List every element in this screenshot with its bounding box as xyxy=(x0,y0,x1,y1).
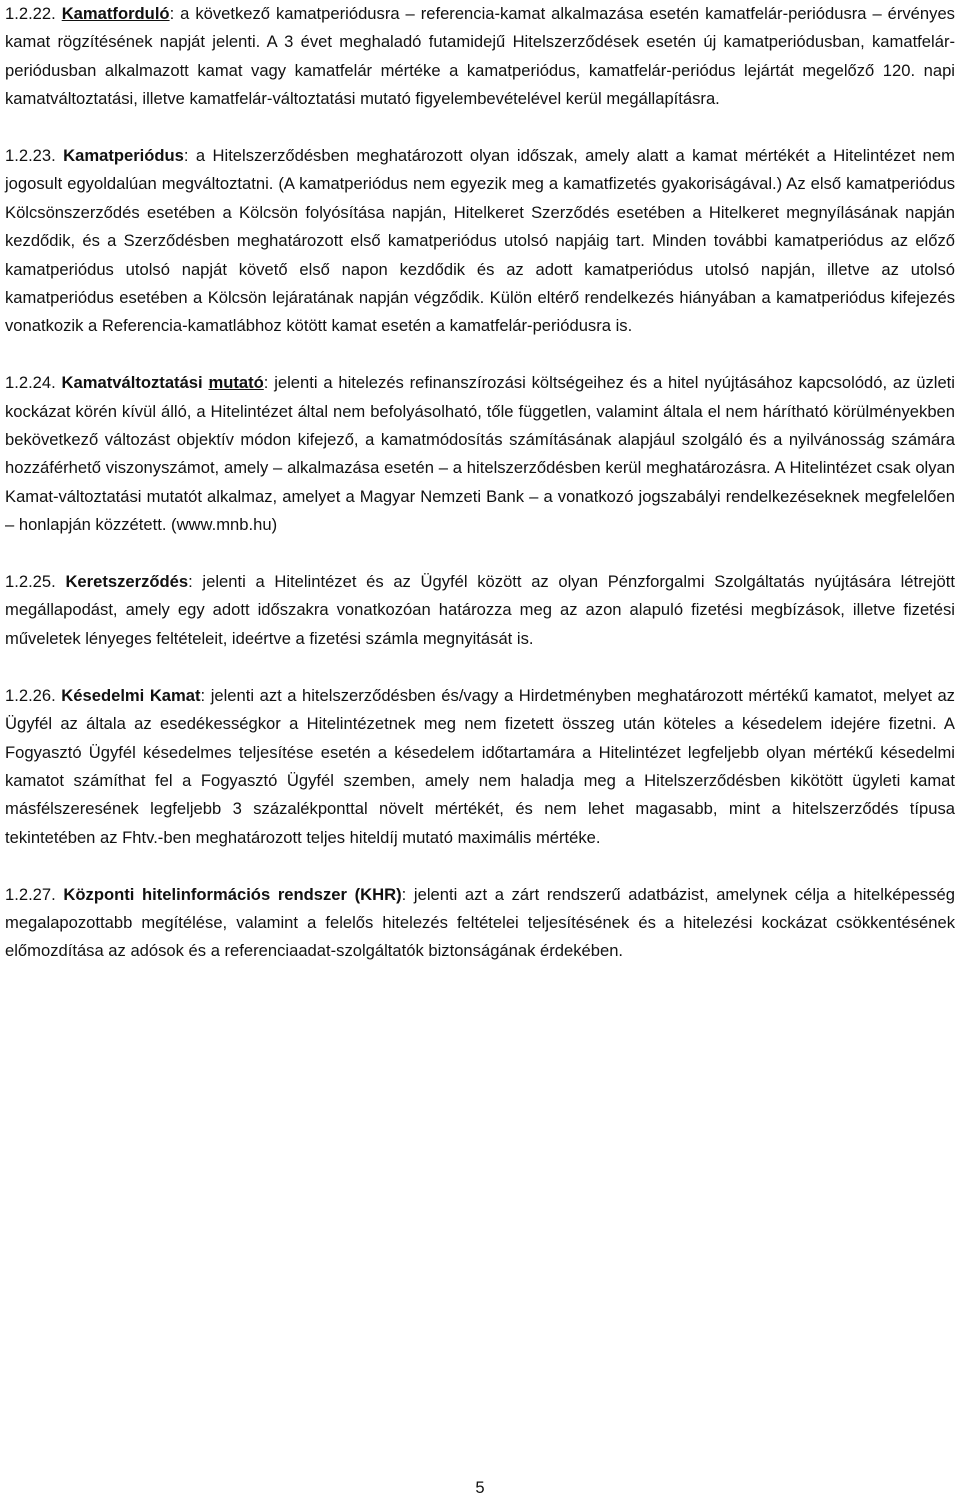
document-page xyxy=(5,0,955,994)
defined-term: Keretszerződés xyxy=(65,572,189,592)
defined-term: Kamatváltoztatási xyxy=(61,373,203,393)
defined-term: Kamatperiódus xyxy=(63,146,184,166)
paragraph-1-2-23 xyxy=(5,142,955,341)
page-number: 5 xyxy=(475,1478,485,1497)
section-number: 1.2.27. xyxy=(5,884,56,904)
definition-text: jelenti a Hitelintézet és az Ügyfél között az olyan Pénzforgalmi Szolgáltatás nyújtására létrejött megállapodást, amely egy adott időszakra vonatkozóan határozza meg az azon alapuló fizetési megbízások, illetve fizetési műveletek lényeges feltételeit, ideértve a fizetési számla megnyitását is. xyxy=(5,572,955,648)
defined-term-underlined: mutató xyxy=(208,373,264,393)
section-number: 1.2.24. xyxy=(5,373,56,393)
section-number: 1.2.26. xyxy=(5,685,56,705)
definition-text: jelenti azt a zárt rendszerű adatbázist, amelynek célja a hitelképesség megalapozottabb megítélése, valamint a felelős hitelezés feltételei teljesítésének és a hitelezési kockázat csökkentésének előmozdítása az adósok és a referenciaadat-szolgáltatók biztonságának érdekében. xyxy=(5,884,955,961)
paragraph-1-2-27 xyxy=(5,881,955,966)
defined-term: Kamatforduló xyxy=(61,4,170,23)
term-separator: : xyxy=(263,373,269,393)
section-number: 1.2.22. xyxy=(5,4,56,23)
term-separator: : xyxy=(200,685,206,705)
section-number: 1.2.25. xyxy=(5,572,56,592)
term-separator: : xyxy=(183,146,189,166)
paragraph-1-2-25 xyxy=(5,568,955,653)
defined-term: Késedelmi Kamat xyxy=(61,685,201,705)
section-number: 1.2.23. xyxy=(5,146,56,166)
defined-term: Központi hitelinformációs rendszer (KHR) xyxy=(63,884,402,904)
paragraph-1-2-26 xyxy=(5,682,955,852)
term-separator: : xyxy=(169,4,175,23)
term-separator: : xyxy=(188,572,193,592)
paragraph-1-2-24 xyxy=(5,369,955,539)
paragraph-1-2-22 xyxy=(5,0,955,114)
definition-text: a következő kamatperiódusra – referencia-kamat alkalmazása esetén kamatfelár-periódusra – érvényes kamat rögzítésének napját jelenti. A 3 évet meghaladó futamidejű Hitelszerződések esetén új kamatperiódusban, kamatfelár-periódusban alkalmazott kamat vagy kamatfelár mértéke a kamatperiódus, kamatfelár-periódus lejártát megelőző 120. napi kamatváltoztatási, illetve kamatfelár-változtatási mutató figyelembevételével kerül megállapításra. xyxy=(5,4,955,109)
definition-text: a Hitelszerződésben meghatározott olyan időszak, amely alatt a kamat mértékét a Hitelintézet nem jogosult egyoldalúan megváltoztatni. (A kamatperiódus nem egyezik meg a kamatfizetés gyakoriságával.) Az első kamatperiódus Kölcsönszerződés esetében a Kölcsön folyósítása napján, Hitelkeret Szerződés esetében a Hitelkeret megnyílásának napján kezdődik, és a Szerződésben meghatározott első kamatperiódus utolsó napjáig tart. Minden további kamatperiódus az előző kamatperiódus utolsó napját követő első napon kezdődik és az adott kamatperiódus utolsó napján, illetve az utolsó kamatperiódus esetében a Kölcsön lejáratának napján végződik. Külön eltérő rendelkezés hiányában a kamatperiódus kifejezés vonatkozik a Referencia-kamatlábhoz kötött kamat esetén a kamatfelár-periódusra is. xyxy=(5,146,955,336)
definition-text: jelenti azt a hitelszerződésben és/vagy a Hirdetményben meghatározott mértékű kamatot, melyet az Ügyfél az általa az esedékességkor a Hitelintézetnek meg nem fizetett összeg után köteles a késedelem idejére fizetni. A Fogyasztó Ügyfél késedelmes teljesítése esetén a késedelem időtartamára a Hitelintézet legfeljebb olyan mértékű késedelmi kamatot számíthat fel a Fogyasztó Ügyfél szemben, amely nem haladja meg a Hitelszerződésben kikötött ügyleti kamat másfélszeresének legfeljebb 3 százalékponttal növelt mértékét, és nem lehet magasabb, mint a hitelszerződés típusa tekintetében az Fhtv.-ben meghatározott teljes hiteldíj mutató maximális mértéke. xyxy=(5,685,955,847)
definition-text: jelenti a hitelezés refinanszírozási költségeihez és a hitel nyújtásához kapcsolódó, az üzleti kockázat körén kívül álló, a Hitelintézet által nem befolyásolható, tőle független, valamint általa el nem hárítható körülményekben bekövetkező változást objektív módon kifejező, a kamatmódosítás számításának alapjául szolgáló és a nyilvánosság számára hozzáférhető viszonyszámot, amely – alkalmazása esetén – a hitelszerződésben kerül meghatározásra. A Hitelintézet csak olyan Kamat-változtatási mutatót alkalmaz, amelyet a Magyar Nemzeti Bank – a vonatkozó jogszabályi rendelkezéseknek megfelelően – honlapján közzétett. (www.mnb.hu) xyxy=(5,373,955,535)
term-separator: : xyxy=(401,884,407,904)
